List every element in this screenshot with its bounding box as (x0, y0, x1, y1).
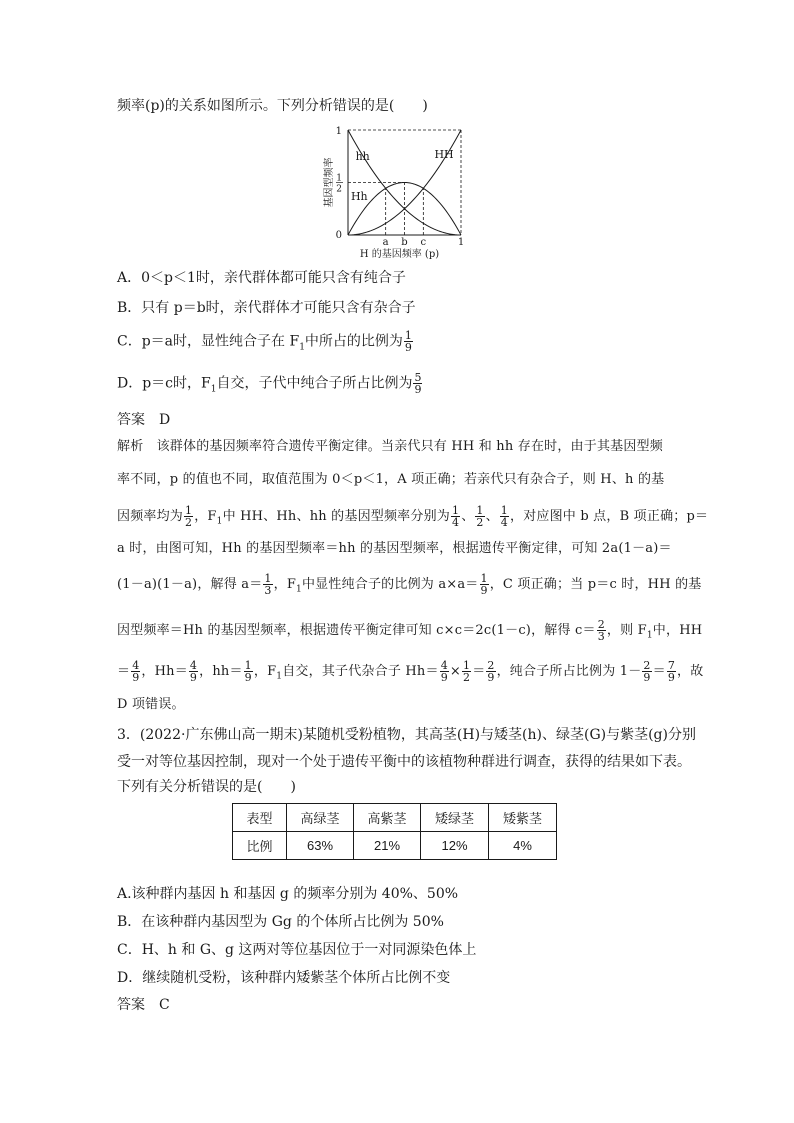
text: 中所占的比例为 (304, 333, 403, 350)
num: 1 (451, 504, 460, 517)
num: 1 (264, 572, 272, 585)
genotype-frequency-chart (320, 120, 480, 265)
y-tick-0: 0 (335, 230, 342, 241)
table-cell: 高绿茎 (287, 804, 354, 832)
sub: 1 (276, 671, 283, 682)
den: 4 (500, 516, 508, 529)
q3-stem-3: 下列有关分析错误的是( ) (117, 779, 296, 795)
den: 9 (132, 671, 140, 684)
table-cell: 矮紫茎 (489, 804, 557, 832)
den: 9 (414, 383, 422, 396)
text: D．p＝c时，F (117, 375, 211, 392)
text: ＝ (652, 664, 666, 679)
text: ，F (194, 509, 217, 524)
num: 7 (667, 659, 676, 672)
fraction (667, 660, 676, 683)
q2-option-d (117, 372, 423, 399)
den: 2 (462, 671, 471, 684)
jiexi-line-4: a 时，由图可知，Hh 的基因型频率＝hh 的基因型频率，根据遗传平衡定律，可知 2a(1－a)＝ (117, 541, 672, 556)
sub: 1 (299, 342, 305, 353)
q3-option-a: A.该种群内基因 h 和基因 g 的频率分别为 40%、50% (117, 886, 459, 902)
fraction (131, 660, 140, 683)
table-row (233, 804, 557, 832)
fraction (500, 505, 509, 528)
num: 2 (643, 659, 651, 672)
text: 自交，子代中纯合子所占比例为 (216, 375, 413, 392)
fraction (263, 573, 272, 596)
sub: 1 (210, 384, 217, 395)
x-tick-b: b (401, 237, 408, 248)
text: ，则 F (606, 623, 647, 638)
x-tick-c: c (420, 237, 427, 248)
num: 4 (132, 659, 140, 672)
x-tick-a: a (382, 237, 389, 248)
sub: 1 (216, 516, 223, 527)
den: 2 (476, 516, 484, 529)
text: ＝ (117, 664, 131, 679)
fraction (462, 660, 471, 683)
jiexi-line-7 (117, 660, 703, 687)
fraction (404, 330, 413, 353)
q2-option-a: A．0＜p＜1时，亲代群体都可能只含有纯合子 (117, 270, 406, 286)
q2-option-b: B．只有 p＝b时，亲代群体才可能只含有杂合子 (117, 300, 416, 316)
num: 1 (500, 504, 508, 517)
num: 1 (476, 504, 484, 517)
fraction (413, 372, 422, 395)
den: 9 (244, 671, 252, 684)
question-intro: 频率(p)的关系如图所示。下列分析错误的是( ) (117, 98, 428, 114)
table-cell: 12% (421, 832, 489, 860)
num: 5 (414, 371, 422, 384)
fraction (189, 660, 198, 683)
fraction (184, 505, 193, 528)
den: 3 (264, 584, 272, 597)
den: 9 (643, 671, 651, 684)
phenotype-table (232, 803, 557, 860)
num: 1 (462, 659, 471, 672)
jiexi-line-5 (117, 573, 701, 600)
fraction (475, 505, 484, 528)
fraction (597, 619, 606, 642)
table-cell: 比例 (233, 832, 287, 860)
jiexi-line-1: 解析 该群体的基因频率符合遗传平衡定律。当亲代只有 HH 和 hh 存在时，由于其基因型频 (117, 439, 663, 454)
den: 9 (189, 671, 198, 684)
num: 4 (189, 659, 198, 672)
table-cell: 表型 (233, 804, 287, 832)
den: 4 (451, 516, 460, 529)
text: 因频率均为 (117, 509, 184, 524)
q3-option-c: C．H、h 和 G、g 这两对等位基因位于一对同源染色体上 (117, 942, 477, 958)
table-cell: 21% (354, 832, 421, 860)
fraction (480, 573, 489, 596)
y-tick-half-num: 1 (336, 173, 342, 184)
text: × (449, 664, 461, 679)
num: 4 (440, 659, 448, 672)
sub: 1 (296, 584, 302, 595)
text: (1－a)(1－a)，解得 a＝ (117, 577, 263, 592)
y-tick-half-den: 2 (336, 184, 342, 195)
text: 因型频率＝Hh 的基因型频率，根据遗传平衡定律可知 c×c＝2c(1－c)，解得 c＝ (117, 623, 596, 638)
y-tick-1: 1 (335, 126, 342, 137)
series-label-Hh: Hh (350, 190, 368, 203)
den: 9 (440, 671, 448, 684)
jiexi-line-8: D 项错误。 (117, 697, 185, 712)
den: 9 (487, 671, 495, 684)
den: 9 (480, 584, 488, 597)
q3-answer: 答案 C (117, 997, 170, 1013)
fraction (440, 660, 449, 683)
den: 9 (667, 671, 676, 684)
text: ，Hh＝ (141, 664, 188, 679)
text: C．p＝a时，显性纯合子在 F (117, 333, 300, 350)
text: ，C 项正确；当 p＝c 时，HH 的基 (489, 577, 702, 592)
table-cell: 高紫茎 (354, 804, 421, 832)
table-cell: 矮绿茎 (421, 804, 489, 832)
text: ，hh＝ (199, 664, 243, 679)
num: 1 (185, 504, 193, 517)
den: 2 (185, 516, 193, 529)
text: ＝ (472, 664, 486, 679)
table-cell: 4% (489, 832, 557, 860)
num: 2 (597, 618, 605, 631)
text: ，纯合子所占比例为 1－ (496, 664, 642, 679)
text: 中，HH (652, 623, 703, 638)
num: 2 (487, 659, 495, 672)
num: 1 (404, 329, 412, 342)
fraction (486, 660, 495, 683)
q3-option-b: B．在该种群内基因型为 Gg 的个体所占比例为 50% (117, 914, 444, 930)
text: ，故 (677, 664, 704, 679)
q3-stem-2: 受一对等位基因控制，现对一个处于遗传平衡中的该植物种群进行调查，获得的结果如下表。 (117, 754, 691, 770)
text: 中 HH、Hh、hh 的基因型频率分别为 (222, 509, 450, 524)
y-axis-label: 基因型频率 (324, 157, 335, 208)
table-row (233, 832, 557, 860)
num: 1 (244, 659, 252, 672)
series-label-hh: hh (355, 150, 370, 163)
q2-option-c (117, 330, 414, 357)
jiexi-line-2: 率不同，p 的值也不同，取值范围为 0＜p＜1，A 项正确；若亲代只有杂合子，则 H、h 的基 (117, 472, 665, 487)
den: 3 (597, 630, 605, 643)
series-label-HH: HH (434, 148, 454, 161)
text: ，F (273, 577, 297, 592)
text: ，F (253, 664, 277, 679)
q3-option-d: D．继续随机受粉，该种群内矮紫茎个体所占比例不变 (117, 970, 451, 986)
table-cell: 63% (287, 832, 354, 860)
x-axis-label: H 的基因频率 (p) (359, 249, 440, 260)
num: 1 (480, 572, 488, 585)
fraction (244, 660, 253, 683)
jiexi-line-3: 因频率均为 $\frac{1}{2}$ ，$F_1$中 HH、Hh、hh 的基因型频率分别为 $\frac{1}{4}$ 、 $\frac{1}{2}$ 、 $\frac{1}{4}$ ，对应图中 b 点，B 项正确；p＝ (117, 504, 709, 529)
den: 9 (404, 341, 412, 354)
jiexi-line-6 (117, 619, 702, 646)
sub: 1 (646, 630, 653, 641)
fraction (642, 660, 651, 683)
q2-answer: 答案 D (117, 412, 171, 428)
fraction (451, 505, 460, 528)
text: 自交，其子代杂合子 Hh＝ (282, 664, 439, 679)
q3-stem-1: 3．(2022·广东佛山高一期末)某随机受粉植物，其高茎(H)与矮茎(h)、绿茎(G)与紫茎(g)分别 (117, 727, 696, 743)
x-tick-1: 1 (457, 237, 465, 248)
text: ，对应图中 b 点，B 项正确；p＝ (510, 509, 709, 524)
text: 中显性纯合子的比例为 a×a＝ (301, 577, 479, 592)
